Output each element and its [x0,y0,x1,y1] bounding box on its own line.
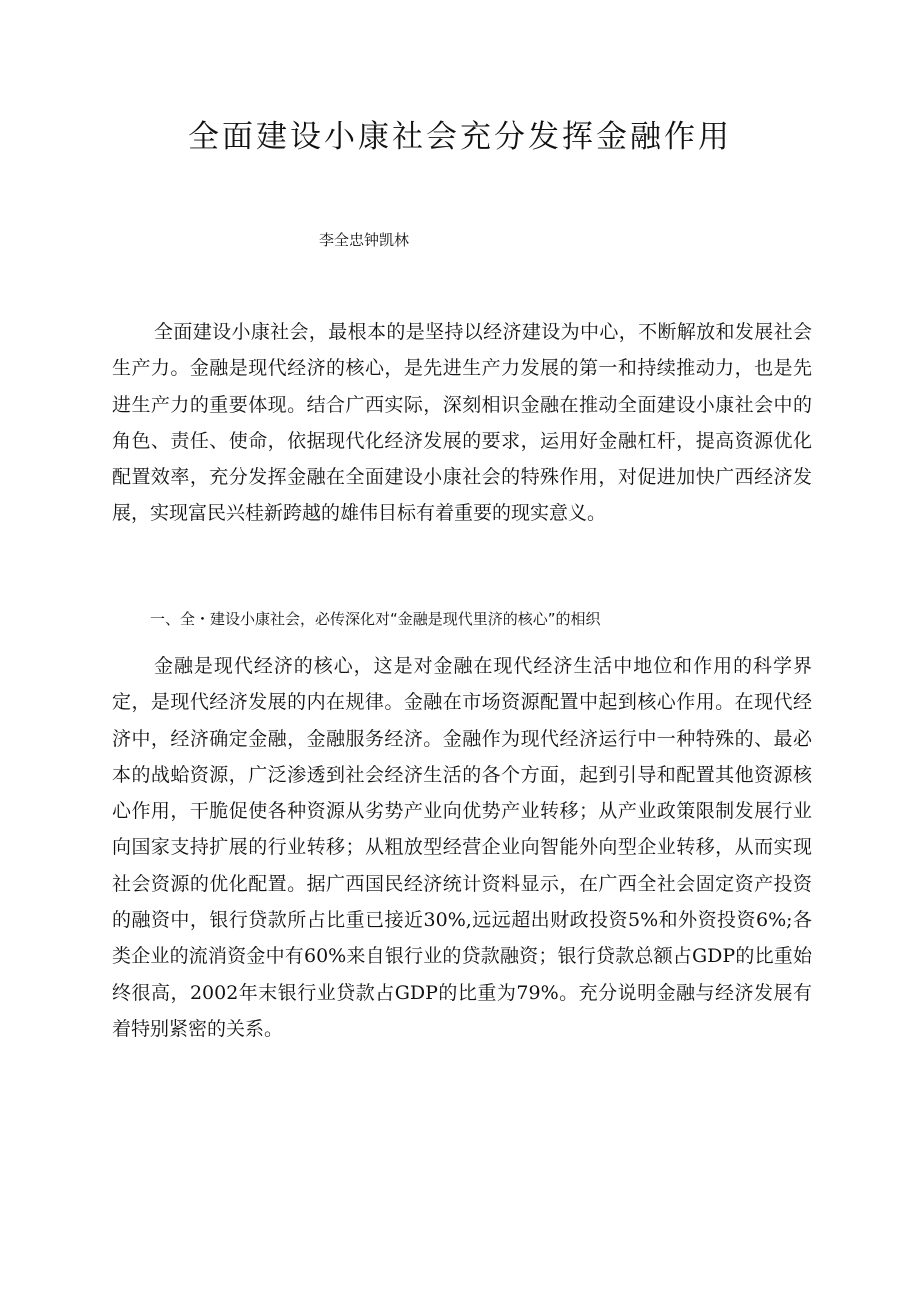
author-line: 李全忠钟凯林 [319,231,410,249]
body-paragraph: 全面建设小康社会，最根本的是坚持以经济建设为中心，不断解放和发展社会生产力。金融是现代经济的核心，是先进生产力发展的第一和持续推动力，也是先进生产力的重要体现。结合广西实际，深刻相识金融在推动全面建设小康社会中的角色、责任、使命，依据现代化经济发展的要求，运用好金融杠杆，提高资源优化配置效率，充分发挥金融在全面建设小康社会的特殊作用，对促进加快广西经济发展，实现富民兴桂新跨越的雄伟目标有着重要的现实意义。 [112,321,812,525]
document-title: 全面建设小康社会充分发挥金融作用 [188,119,732,155]
body-paragraph: 金融是现代经济的核心，这是对金融在现代经济生活中地位和作用的科学界定，是现代经济发展的内在规律。金融在市场资源配置中起到核心作用。在现代经济中，经济确定金融，金融服务经济。金融作为现代经济运行中一种特殊的、最必本的战蛤资源，广泛渗透到社会经济生活的各个方面，起到引导和配置其他资源核心作用，干脆促使各种资源从劣势产业向优势产业转移；从产业政策限制发展行业向国家支持扩展的行业转移；从粗放型经营企业向智能外向型企业转移，从而实现社会资源的优化配置。据广西国民经济统计资料显示，在广西全社会固定资产投资的融资中，银行贷款所占比重已接近30%,远远超出财政投资5%和外资投资6%;各类企业的流消资金中有60%来自银行业的贷款融资；银行贷款总额占GDP的比重始终很高，2002年末银行业贷款占GDP的比重为79%。充分说明金融与经济发展有着特别紧密的关系。 [112,655,812,1040]
section-heading: 一、全・建设小康社会，必传深化对“金融是现代里济的核心”的相织 [150,610,601,628]
